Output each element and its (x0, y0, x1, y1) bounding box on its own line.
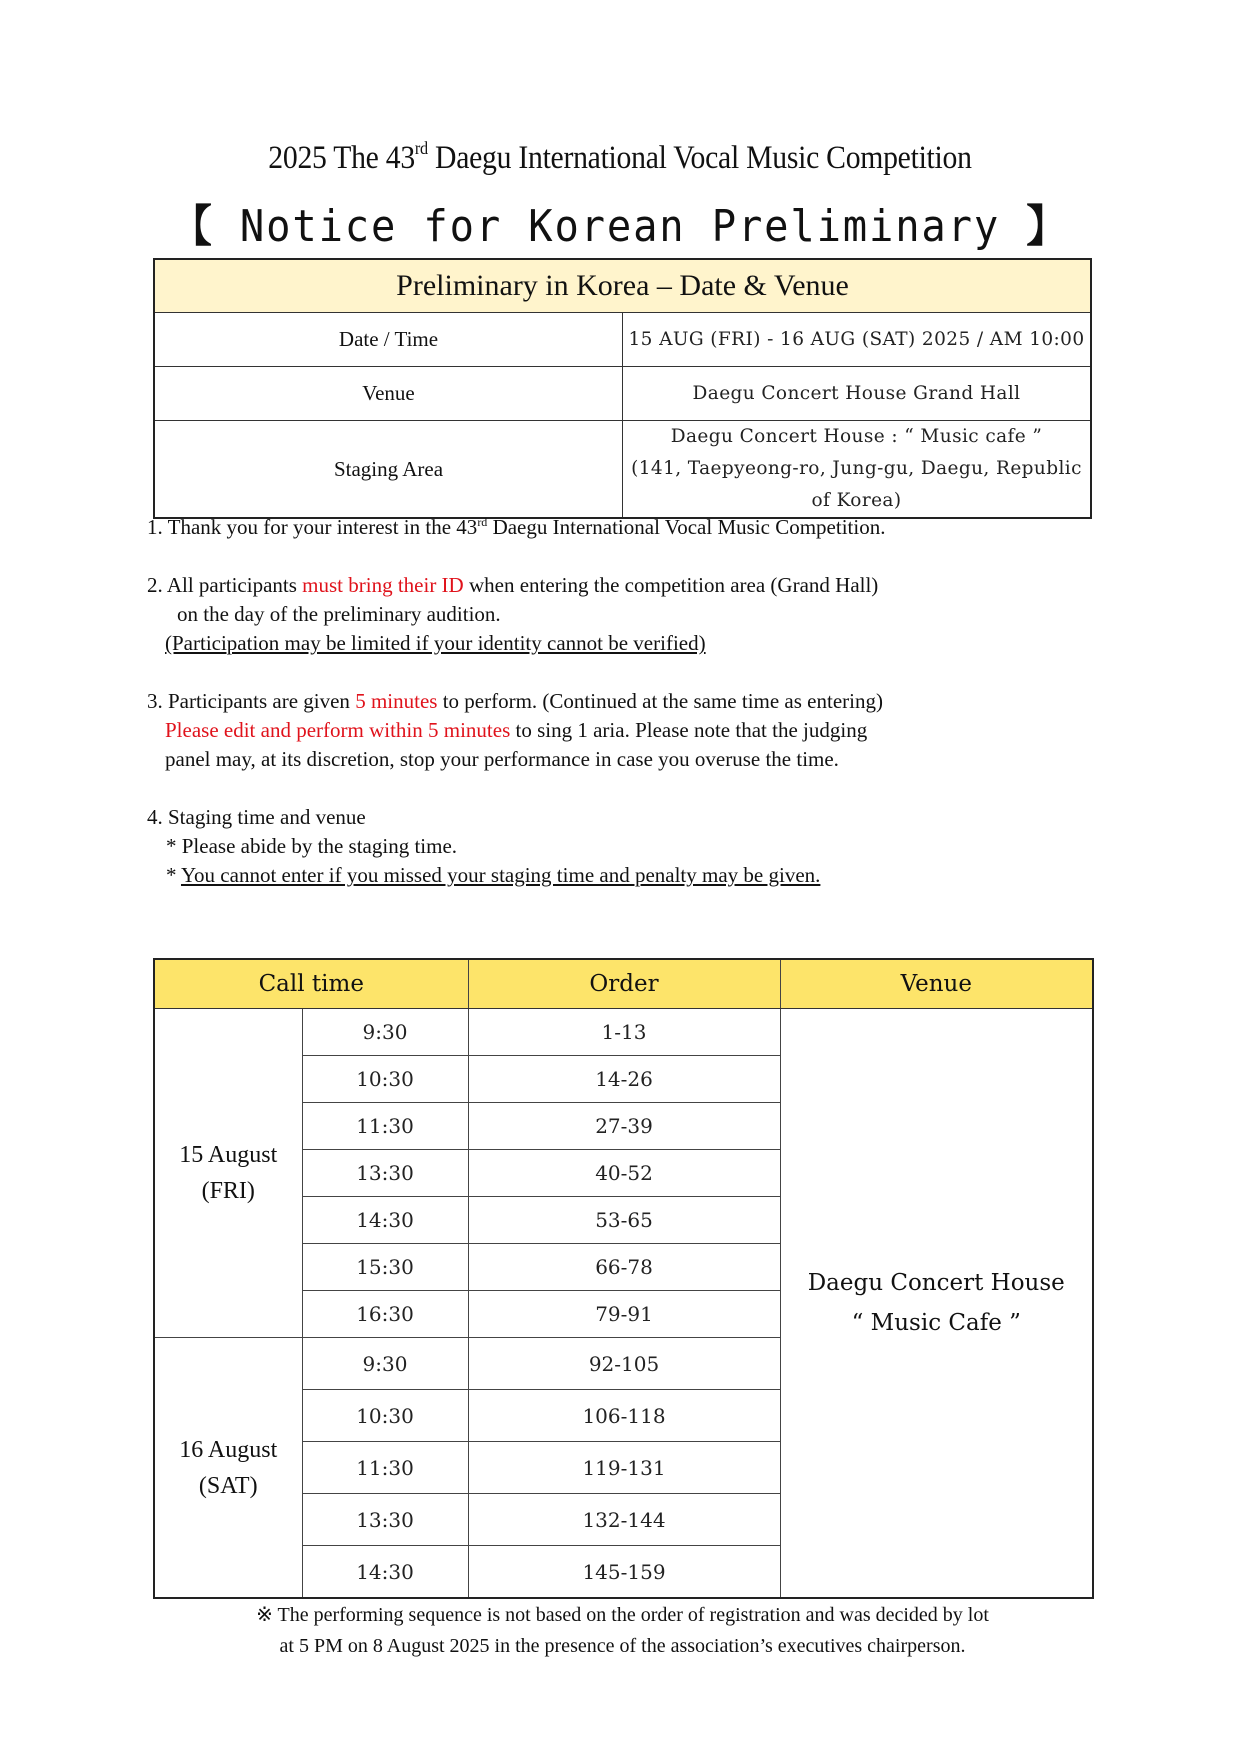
day-cell-sat (154, 1338, 302, 1599)
bracket-close-icon: 】 (1026, 201, 1069, 252)
notice-2-highlight: must bring their ID (302, 573, 464, 597)
bracket-open-icon: 【 (171, 201, 214, 252)
notice-2-warning: (Participation may be limited if your identity cannot be verified) (165, 631, 706, 655)
notice-title-text: Notice for Korean Preliminary (213, 201, 1027, 252)
slot-order: 119-131 (468, 1442, 780, 1494)
notice-3-highlight-minutes: 5 minutes (355, 689, 438, 713)
slot-time: 13:30 (302, 1150, 468, 1197)
slot-time: 14:30 (302, 1546, 468, 1599)
day-weekday: (SAT) (198, 1472, 258, 1499)
notice-3-text-suffix: to perform. (Continued at the same time as entering) (437, 689, 883, 713)
slot-order: 92-105 (468, 1338, 780, 1390)
slot-order: 132-144 (468, 1494, 780, 1546)
notice-1-text: 1. Thank you for your interest in the 43 (147, 515, 478, 539)
day-cell-fri (154, 1009, 302, 1338)
footnote (153, 1600, 1092, 1662)
notice-4-bullet-2-text: You cannot enter if you missed your staging time and penalty may be given. (180, 863, 821, 887)
staging-area-line1: Daegu Concert House : “ Music cafe ” (670, 426, 1043, 447)
notice-1-text-suffix: Daegu International Vocal Music Competition. (487, 515, 886, 539)
notice-4-bullet-1-text: Please abide by the staging time. (181, 834, 458, 858)
row-value-date-time: 15 AUG (FRI) - 16 AUG (SAT) 2025 / AM 10:00 (623, 313, 1092, 367)
slot-time: 9:30 (302, 1009, 468, 1056)
notice-item-3 (147, 687, 1107, 716)
slot-time: 10:30 (302, 1056, 468, 1103)
day-date: 15 August (179, 1142, 278, 1168)
notice-3-highlight-edit: Please edit and perform within 5 minutes (165, 718, 511, 742)
title-text-suffix: Daegu International Vocal Music Competition (427, 140, 972, 176)
venue-room: “ Music Cafe ” (851, 1310, 1021, 1336)
asterisk-bullet-icon: * (166, 834, 177, 858)
row-label-date-time: Date / Time (154, 313, 623, 367)
schedule-table (153, 958, 1094, 1599)
day-date: 16 August (179, 1436, 278, 1463)
date-venue-table (153, 258, 1092, 519)
competition-title (62, 140, 1178, 177)
notice-3-line3: panel may, at its discretion, stop your performance in case you overuse the time. (165, 747, 839, 771)
table-row (154, 421, 1091, 519)
table-row (154, 367, 1091, 421)
footnote-line-2: at 5 PM on 8 August 2025 in the presence of the association’s executives chairperson. (279, 1635, 966, 1657)
notice-4-bullet-1 (147, 832, 1107, 861)
notice-4-bullet-2 (147, 861, 1107, 890)
schedule-venue-cell (780, 1009, 1093, 1599)
venue-name: Daegu Concert House (807, 1270, 1065, 1296)
slot-order: 1-13 (468, 1009, 780, 1056)
notice-3-line2 (147, 716, 1107, 745)
slot-time: 11:30 (302, 1103, 468, 1150)
notice-2-text: 2. All participants (147, 573, 303, 597)
notice-item-4: 4. Staging time and venue (147, 805, 366, 829)
footnote-line-1: ※ The performing sequence is not based on the order of registration and was decided by lot (256, 1604, 989, 1626)
notice-3-text: 3. Participants are given (147, 689, 356, 713)
notice-1-superscript: rd (477, 515, 488, 529)
slot-time: 10:30 (302, 1390, 468, 1442)
date-venue-heading: Preliminary in Korea – Date & Venue (154, 259, 1091, 313)
row-label-staging-area: Staging Area (154, 421, 623, 519)
title-superscript: rd (414, 138, 428, 158)
notice-2-line2: on the day of the preliminary audition. (177, 602, 501, 626)
notice-list (147, 513, 1107, 890)
schedule-header-row (154, 959, 1093, 1009)
header-call-time: Call time (154, 959, 468, 1009)
notice-item-1 (147, 513, 1107, 542)
notice-2-warning-wrap (147, 629, 1107, 658)
notice-2-text-suffix: when entering the competition area (Grand Hall) (463, 573, 879, 597)
table-row (154, 1009, 1093, 1056)
slot-time: 13:30 (302, 1494, 468, 1546)
staging-area-address: (141, Taepyeong-ro, Jung-gu, Daegu, Republic of Korea) (631, 458, 1082, 511)
row-value-venue: Daegu Concert House Grand Hall (623, 367, 1092, 421)
notice-3-line2-suffix: to sing 1 aria. Please note that the judging (510, 718, 868, 742)
slot-order: 79-91 (468, 1291, 780, 1338)
day-weekday: (FRI) (201, 1178, 255, 1204)
asterisk-bullet-icon: * (166, 863, 177, 887)
title-text-prefix: 2025 The 43 (268, 140, 415, 176)
slot-order: 27-39 (468, 1103, 780, 1150)
row-value-staging-area (623, 421, 1092, 519)
slot-order: 145-159 (468, 1546, 780, 1599)
slot-order: 14-26 (468, 1056, 780, 1103)
slot-order: 40-52 (468, 1150, 780, 1197)
slot-order: 53-65 (468, 1197, 780, 1244)
slot-time: 15:30 (302, 1244, 468, 1291)
header-venue: Venue (780, 959, 1093, 1009)
header-order: Order (468, 959, 780, 1009)
slot-order: 66-78 (468, 1244, 780, 1291)
row-label-venue: Venue (154, 367, 623, 421)
notice-title (50, 190, 1191, 254)
slot-time: 9:30 (302, 1338, 468, 1390)
slot-time: 14:30 (302, 1197, 468, 1244)
slot-time: 11:30 (302, 1442, 468, 1494)
notice-item-2 (147, 571, 1107, 600)
slot-order: 106-118 (468, 1390, 780, 1442)
table-row (154, 313, 1091, 367)
slot-time: 16:30 (302, 1291, 468, 1338)
